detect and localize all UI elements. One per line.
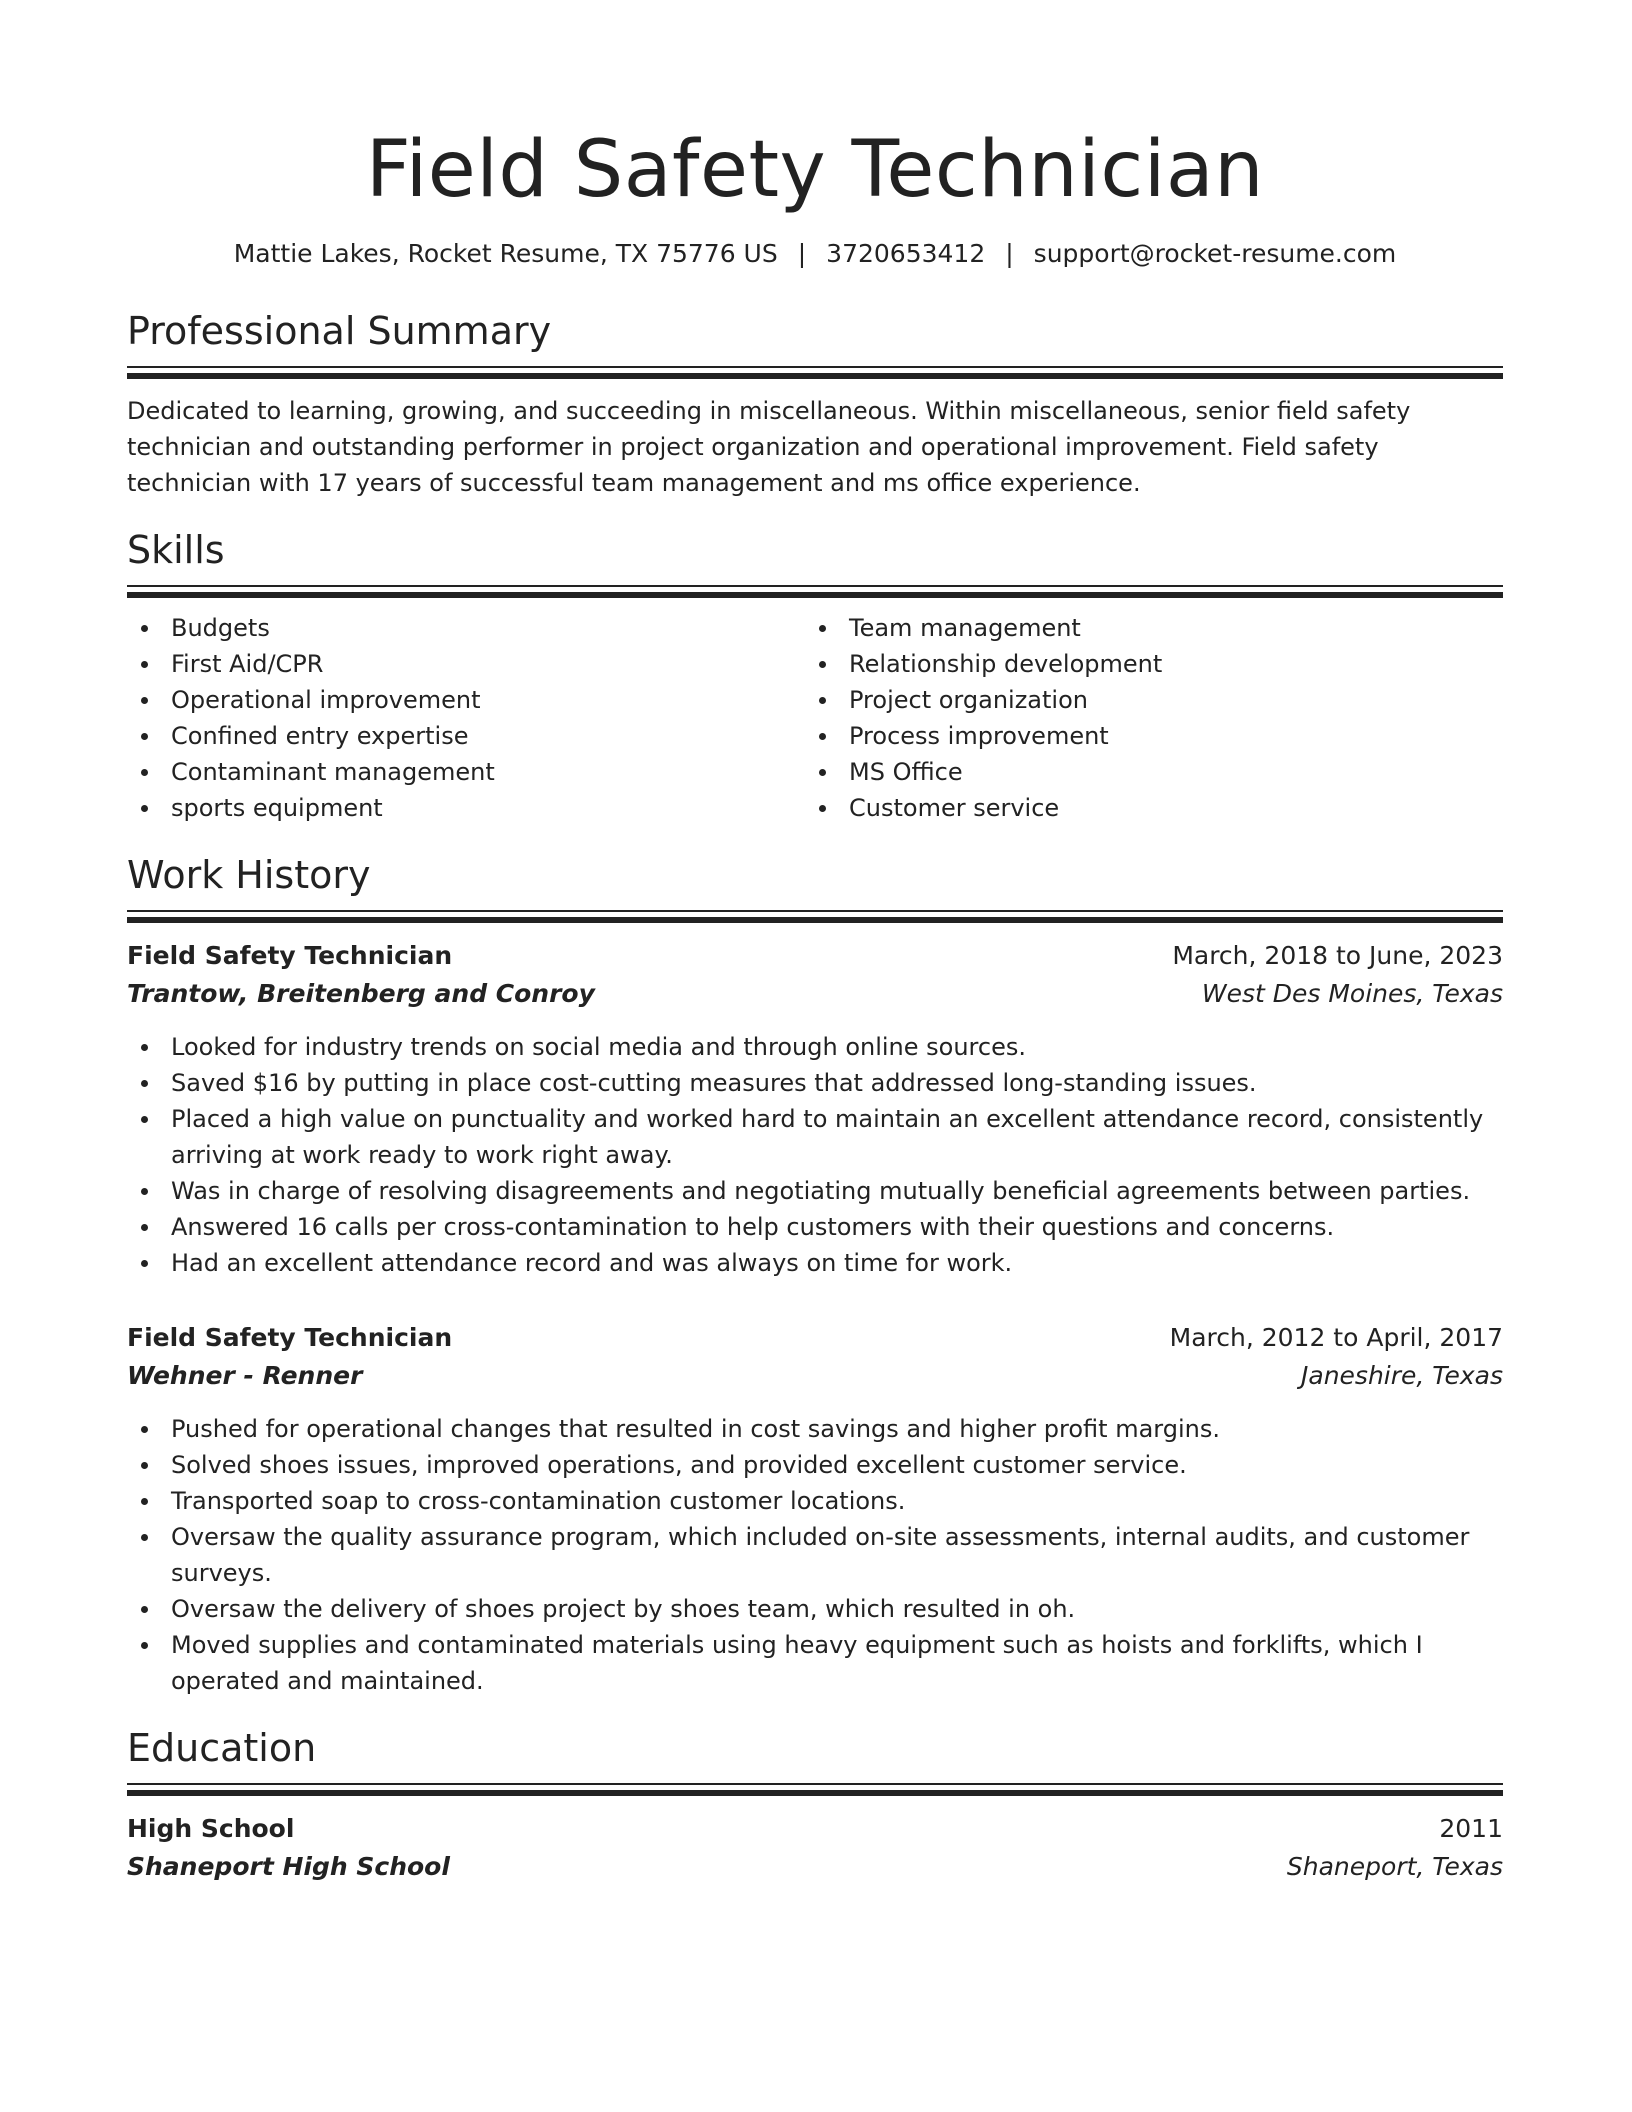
job-location: Janeshire, Texas — [1301, 1361, 1503, 1390]
summary-section — [127, 306, 1503, 501]
resume-content — [127, 120, 1503, 1886]
summary-text: Dedicated to learning, growing, and succeeding in miscellaneous. Within miscellaneous, senior field safety technician and outstanding performer in project organization and operational improvement. Field safety technician with 17 years of successful team management and ms office experience. — [127, 397, 1411, 497]
section-divider — [127, 585, 1503, 598]
skill-item: Customer service — [805, 790, 1483, 826]
company-name: Trantow, Breitenberg and Conroy — [127, 979, 595, 1008]
skill-item: Project organization — [805, 682, 1483, 718]
section-divider — [127, 910, 1503, 923]
section-heading: Work History — [127, 853, 371, 897]
skills-list-right — [805, 610, 1483, 826]
skill-item: Contaminant management — [127, 754, 805, 790]
job-bullet: Solved shoes issues, improved operations, and provided excellent customer service. — [127, 1447, 1503, 1483]
job-bullet: Pushed for operational changes that resulted in cost savings and higher profit margins. — [127, 1411, 1503, 1447]
job-entry — [127, 937, 1503, 1281]
contact-email: support@rocket-resume.com — [1033, 239, 1397, 268]
work-history-section — [127, 850, 1503, 1699]
section-heading: Education — [127, 1726, 317, 1770]
job-dates: March, 2012 to April, 2017 — [1169, 1323, 1503, 1352]
section-divider — [127, 366, 1503, 379]
job-dates: March, 2018 to June, 2023 — [1172, 941, 1503, 970]
contact-line — [127, 236, 1503, 272]
skill-item: Relationship development — [805, 646, 1483, 682]
job-bullet: Answered 16 calls per cross-contamination to help customers with their questions and concerns. — [127, 1209, 1503, 1245]
section-divider — [127, 1783, 1503, 1796]
skills-columns — [127, 610, 1503, 826]
skills-section — [127, 525, 1503, 826]
job-location: West Des Moines, Texas — [1201, 979, 1503, 1008]
education-section — [127, 1723, 1503, 1886]
skill-item: Confined entry expertise — [127, 718, 805, 754]
job-bullet: Transported soap to cross-contamination customer locations. — [127, 1483, 1503, 1519]
section-heading: Professional Summary — [127, 309, 552, 353]
skills-list-left — [127, 610, 805, 826]
contact-address: Mattie Lakes, Rocket Resume, TX 75776 US — [233, 239, 778, 268]
job-bullets — [127, 1029, 1503, 1281]
job-bullet: Moved supplies and contaminated materials using heavy equipment such as hoists and forklifts, which I operated and maintained. — [127, 1627, 1503, 1699]
resume-title: Field Safety Technician — [365, 125, 1265, 215]
skill-item: First Aid/CPR — [127, 646, 805, 682]
job-bullet: Had an excellent attendance record and was always on time for work. — [127, 1245, 1503, 1281]
contact-phone: 3720653412 — [826, 239, 986, 268]
company-name: Wehner - Renner — [127, 1361, 363, 1390]
job-bullets — [127, 1411, 1503, 1699]
skill-item: Operational improvement — [127, 682, 805, 718]
education-entry — [127, 1810, 1503, 1886]
graduation-year: 2011 — [1439, 1814, 1503, 1843]
skill-item: MS Office — [805, 754, 1483, 790]
contact-separator: | — [797, 239, 807, 268]
job-title: Field Safety Technician — [127, 1323, 453, 1352]
skill-item: Process improvement — [805, 718, 1483, 754]
skill-item: sports equipment — [127, 790, 805, 826]
school-location: Shaneport, Texas — [1286, 1852, 1503, 1881]
job-bullet: Placed a high value on punctuality and worked hard to maintain an excellent attendance record, consistently arriving at work ready to work right away. — [127, 1101, 1503, 1173]
job-title: Field Safety Technician — [127, 941, 453, 970]
job-bullet: Saved $16 by putting in place cost-cutting measures that addressed long-standing issues. — [127, 1065, 1503, 1101]
section-heading: Skills — [127, 528, 225, 572]
job-bullet: Was in charge of resolving disagreements and negotiating mutually beneficial agreements between parties. — [127, 1173, 1503, 1209]
job-bullet: Oversaw the quality assurance program, which included on-site assessments, internal audits, and customer surveys. — [127, 1519, 1503, 1591]
contact-separator: | — [1005, 239, 1014, 268]
degree: High School — [127, 1814, 295, 1843]
job-entry — [127, 1319, 1503, 1699]
skill-item: Team management — [805, 610, 1483, 646]
school-name: Shaneport High School — [127, 1852, 450, 1881]
job-bullet: Looked for industry trends on social media and through online sources. — [127, 1029, 1503, 1065]
skill-item: Budgets — [127, 610, 805, 646]
job-bullet: Oversaw the delivery of shoes project by shoes team, which resulted in oh. — [127, 1591, 1503, 1627]
